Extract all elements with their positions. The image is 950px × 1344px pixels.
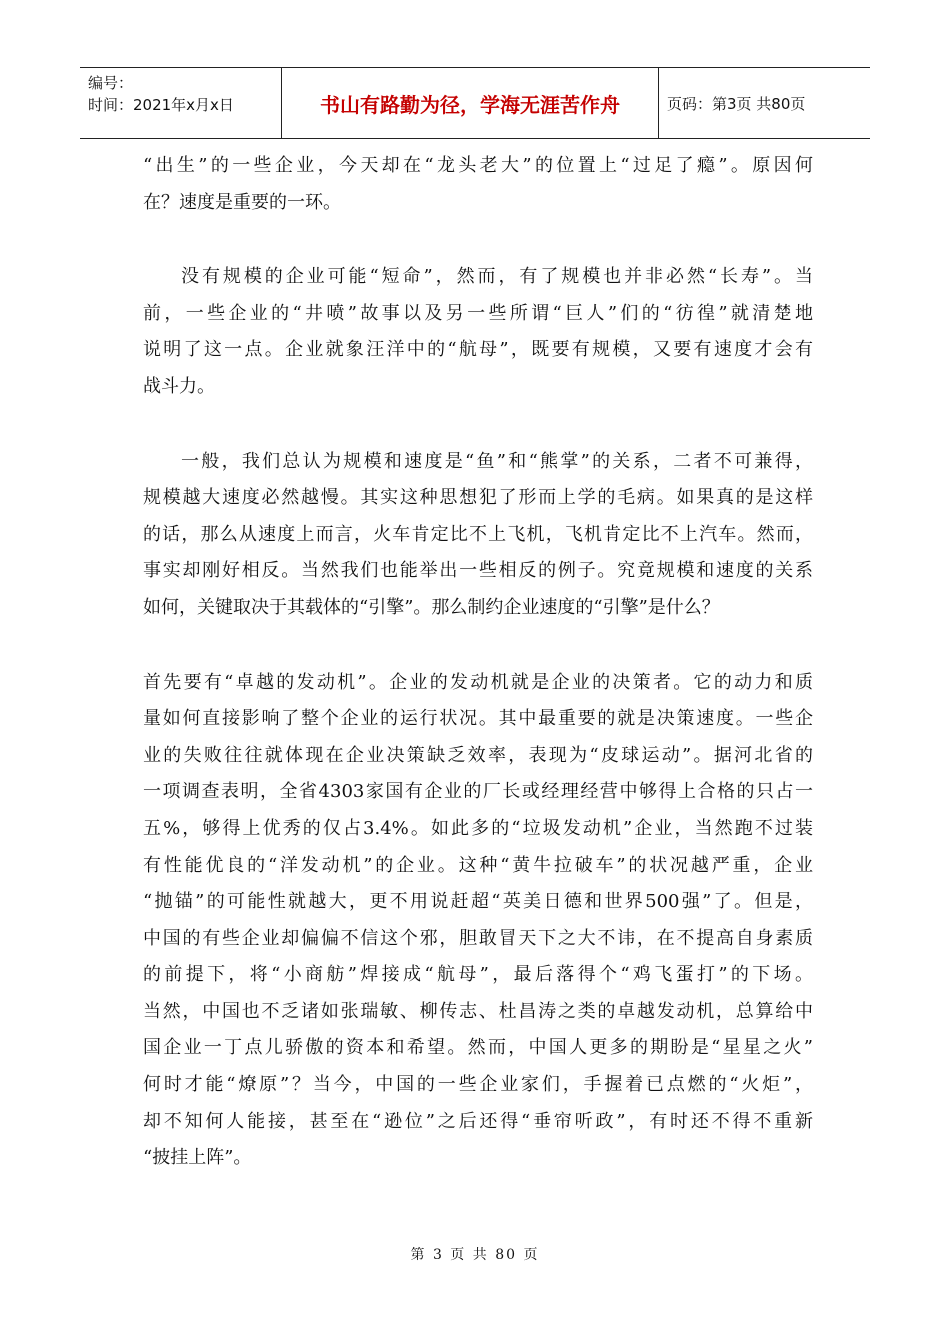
text-line: “抛锚”的可能性就越大，更不用说赶超“英美日德和世界500强”了。但是， <box>143 891 813 913</box>
text-line: 国企业一丁点儿骄傲的资本和希望。然而，中国人更多的期盼是“星星之火” <box>143 1037 813 1059</box>
paragraph <box>143 259 813 405</box>
text-line: 事实却刚好相反。当然我们也能举出一些相反的例子。究竟规模和速度的关系 <box>143 560 813 582</box>
text-line: 的前提下，将“小商舫”焊接成“航母”，最后落得个“鸡飞蛋打”的下场。 <box>143 964 813 986</box>
text-line: 说明了这一点。企业就象汪洋中的“航母”，既要有规模，又要有速度才会有 <box>143 339 813 361</box>
text-line: “披挂上阵”。 <box>143 1147 252 1169</box>
paragraph <box>143 148 813 221</box>
text-line: 业的失败往往就体现在企业决策缺乏效率，表现为“皮球运动”。据河北省的 <box>143 744 813 766</box>
paragraph <box>143 665 813 1177</box>
header-meta <box>80 68 282 138</box>
text-line: 的话，那么从速度上而言，火车肯定比不上飞机，飞机肯定比不上汽车。然而， <box>143 523 813 545</box>
text-line: 如何，关键取决于其载体的“引擎”。那么制约企业速度的“引擎”是什么？ <box>143 596 720 618</box>
text-line: 何时才能“燎原”？当今，中国的一些企业家们，手握着已点燃的“火炬”， <box>143 1074 813 1096</box>
paragraph <box>143 444 813 627</box>
document-body <box>143 148 813 1177</box>
document-number-label: 编号： <box>88 74 134 92</box>
page-footer: 第 3 页 共 80 页 <box>410 1247 540 1263</box>
text-line: 量如何直接影响了整个企业的运行状况。其中最重要的就是决策速度。一些企 <box>143 708 813 730</box>
text-line: 战斗力。 <box>143 375 215 397</box>
text-line: 首先要有“卓越的发动机”。企业的发动机就是企业的决策者。它的动力和质 <box>143 671 813 693</box>
text-line: 五%，够得上优秀的仅占3.4%。如此多的“垃圾发动机”企业，当然跑不过装 <box>143 817 813 839</box>
text-line: 在？速度是重要的一环。 <box>143 191 341 213</box>
document-date: 时间：2021年x月x日 <box>88 96 234 114</box>
text-line: 没有规模的企业可能“短命”，然而，有了规模也并非必然“长寿”。当 <box>181 266 813 288</box>
text-line: 一项调查表明，全省4303家国有企业的厂长或经理经营中够得上合格的只占一 <box>143 781 813 803</box>
text-line: 规模越大速度必然越慢。其实这种思想犯了形而上学的毛病。如果真的是这样 <box>143 487 813 509</box>
text-line: 却不知何人能接，甚至在“逊位”之后还得“垂帘听政”，有时还不得不重新 <box>143 1110 813 1132</box>
text-line: 中国的有些企业却偏偏不信这个邪，胆敢冒天下之大不讳，在不提高自身素质 <box>143 927 813 949</box>
text-line: 一般，我们总认为规模和速度是“鱼”和“熊掌”的关系，二者不可兼得， <box>181 450 813 472</box>
header-page-info: 页码：第3页 共80页 <box>667 94 806 113</box>
page-header <box>80 67 870 139</box>
text-line: 当然，中国也不乏诸如张瑞敏、柳传志、杜昌涛之类的卓越发动机，总算给中 <box>143 1000 813 1022</box>
header-motto: 书山有路勤为径，学海无涯苦作舟 <box>282 68 659 138</box>
text-line: “出生”的一些企业，今天却在“龙头老大”的位置上“过足了瘾”。原因何 <box>143 155 813 176</box>
text-line: 前，一些企业的“井喷”故事以及另一些所谓“巨人”们的“彷徨”就清楚地 <box>143 302 813 324</box>
text-line: 有性能优良的“洋发动机”的企业。这种“黄牛拉破车”的状况越严重，企业 <box>143 854 813 876</box>
